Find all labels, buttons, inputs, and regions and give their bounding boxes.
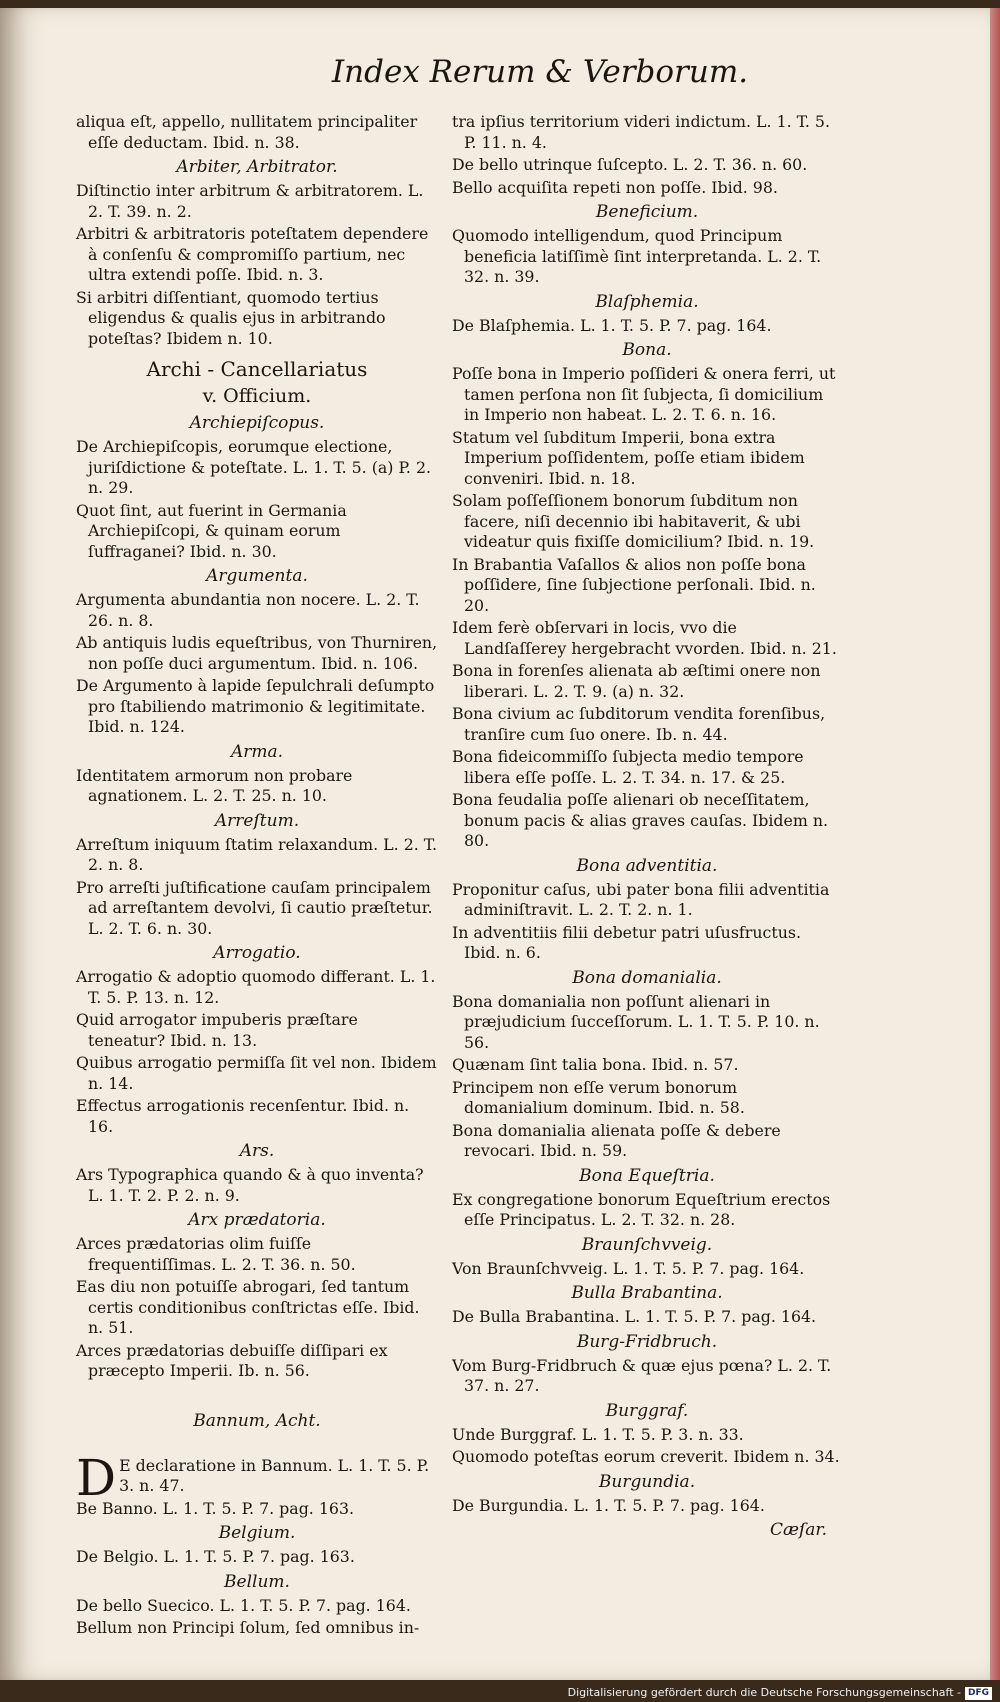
index-entry: Eas diu non potuiſſe abrogari, ſed tantum certis conditionibus conſtrictas eſſe. Ibid. n. 51. xyxy=(76,1277,420,1337)
index-entry: Ex congregatione bonorum Equeſtrium erectos eſſe Principatus. L. 2. T. 32. n. 28. xyxy=(452,1189,831,1229)
page-title: Index Rerum & Verborum. xyxy=(331,54,749,90)
index-heading: Blaſphemia. xyxy=(595,291,699,312)
index-entry: Arbitri & arbitratoris poteſtatem dependere à conſenſu & compromiſſo partium, nec ultra extendi poſſe. Ibid. n. 3. xyxy=(76,224,429,284)
index-entry: Ars Typographica quando & à quo inventa? L. 1. T. 2. P. 2. n. 9. xyxy=(76,1165,424,1205)
index-heading: Burgundia. xyxy=(598,1471,696,1492)
index-entry: Bona in forenſes alienata ab æſtimi onere non liberari. L. 2. T. 9. (a) n. 32. xyxy=(452,661,821,701)
index-entry: Idem ferè obſervari in locis, vvo die Landſaſſerey hergebracht vvorden. Ibid. n. 21. xyxy=(452,618,837,658)
index-entry: De Bulla Brabantina. L. 1. T. 5. P. 7. pag. 164. xyxy=(452,1307,817,1326)
index-heading: Arx prædatoria. xyxy=(188,1210,326,1230)
index-entry: De Burgundia. L. 1. T. 5. P. 7. pag. 164. xyxy=(452,1495,765,1515)
index-entry: Si arbitri diſſentiant, quomodo tertius eligendus & qualis ejus in arbitrando poteſtas? Ibidem n. 10. xyxy=(76,287,386,348)
index-entry: Arrogatio & adoptio quomodo differant. L. 1. T. 5. P. 13. n. 12. xyxy=(76,967,436,1007)
index-entry: Quomodo intelligendum, quod Principum beneficia latiſſimè ſint interpretanda. L. 2. T. 32. n. 39. xyxy=(452,226,822,286)
index-heading: Bulla Brabantina. xyxy=(571,1283,723,1303)
index-heading: Beneficium. xyxy=(595,202,699,222)
index-heading: Arrogatio. xyxy=(213,943,301,963)
index-entry: Quid arrogator impuberis præſtare teneatur? Ibid. n. 13. xyxy=(76,1010,358,1050)
index-entry: Bona civium ac ſubditorum vendita forenſibus, tranſire cum ſuo onere. Ib. n. 44. xyxy=(452,704,826,744)
index-heading: Bona. xyxy=(622,340,672,360)
index-heading: Argumenta. xyxy=(206,566,308,586)
catchword: Cæſar. xyxy=(770,1520,828,1540)
index-entry: Vom Burg-Fridbruch & quæ ejus pœna? L. 2. T. 37. n. 27. xyxy=(452,1355,832,1395)
index-entry-dropcap xyxy=(76,1448,438,1507)
index-entry: De Blaſphemia. L. 1. T. 5. P. 7. pag. 164. xyxy=(452,315,772,335)
left-column xyxy=(76,112,438,1641)
index-entry: Arces prædatorias debuiſſe diſſipari ex præcepto Imperii. Ib. n. 56. xyxy=(76,1340,388,1380)
index-entry: Bona domanialia non poſſunt alienari in præjudicium ſucceſſorum. L. 1. T. 5. P. 10. n. 56. xyxy=(452,991,820,1052)
index-entry: tra ipſius territorium videri indictum. L. 1. T. 5. P. 11. n. 4. xyxy=(452,112,830,152)
page-edge xyxy=(990,8,1000,1680)
index-heading: Braunſchvveig. xyxy=(581,1234,713,1255)
index-entry: Ab antiquis ludis equeſtribus, von Thurniren, non poſſe duci argumentum. Ibid. n. 106. xyxy=(76,633,438,673)
drop-cap-letter: D xyxy=(76,1448,117,1507)
index-entry: Argumenta abundantia non nocere. L. 2. T. 26. n. 8. xyxy=(76,590,420,630)
footer-credit: Digitalisierung gefördert durch die Deutsche Forschungsgemeinschaft - xyxy=(567,1686,961,1699)
index-entry: Bello acquiſita repeti non poſſe. Ibid. 98. xyxy=(452,177,778,197)
index-entry: aliqua eſt, appello, nullitatem principaliter eſſe deductam. Ibid. n. 38. xyxy=(76,112,418,152)
index-heading: Bellum. xyxy=(224,1571,290,1592)
index-entry: Quibus arrogatio permiſſa ſit vel non. Ibidem n. 14. xyxy=(76,1053,437,1093)
index-entry: De Belgio. L. 1. T. 5. P. 7. pag. 163. xyxy=(76,1547,355,1566)
footer-bar xyxy=(0,1684,992,1702)
index-entry: Bona feudalia poſſe alienari ob neceſſitatem, bonum pacis & alias graves cauſas. Ibidem n. 80. xyxy=(452,790,829,850)
index-entry: Solam poſſeſſionem bonorum ſubditum non facere, niſi decennio ibi habitaverit, & ubi videatur quis fixiſſe domicilium? Ibid. n. 19. xyxy=(452,491,815,551)
index-heading: Bona Equeſtria. xyxy=(579,1165,715,1186)
index-heading: Arreſtum. xyxy=(214,810,300,831)
index-entry: Arreſtum iniquum ſtatim relaxandum. L. 2. T. 2. n. 8. xyxy=(76,834,438,874)
index-entry: Quænam ſint talia bona. Ibid. n. 57. xyxy=(452,1055,739,1074)
index-entry: Pro arreſti juſtificatione cauſam principalem ad arreſtantem devolvi, ſi cautio præſtetur. L. 2. T. 6. n. 30. xyxy=(76,877,433,938)
index-heading: Arbiter, Arbitrator. xyxy=(176,157,338,177)
index-heading: Arma. xyxy=(230,741,284,762)
index-entry: De bello utrinque ſuſcepto. L. 2. T. 36. n. 60. xyxy=(452,155,808,174)
index-entry: Be Banno. L. 1. T. 5. P. 7. pag. 163. xyxy=(76,1498,355,1518)
index-entry: Effectus arrogationis recenſentur. Ibid. n. 16. xyxy=(76,1096,410,1136)
index-heading: Archiepiſcopus. xyxy=(189,413,325,433)
dfg-logo-icon: DFG xyxy=(965,1687,992,1700)
index-entry: Proponitur caſus, ubi pater bona filii adventitia adminiſtravit. L. 2. T. 2. n. 1. xyxy=(452,879,830,919)
index-entry: Bellum non Principi ſolum, ſed omnibus in- xyxy=(76,1618,420,1637)
right-column xyxy=(452,112,842,1518)
index-entry: Bona fideicommiſſo ſubjecta medio tempore libera eſſe poſſe. L. 2. T. 34. n. 17. & 25. xyxy=(452,747,804,787)
index-heading: Bona adventitia. xyxy=(576,855,718,876)
index-entry: De Archiepiſcopis, eorumque electione, juriſdictione & poteſtate. L. 1. T. 5. (a) P. 2. n. 29. xyxy=(76,437,432,497)
index-entry: Von Braunſchvveig. L. 1. T. 5. P. 7. pag. 164. xyxy=(452,1258,805,1278)
index-entry: Bona domanialia alienata poſſe & debere revocari. Ibid. n. 59. xyxy=(452,1120,781,1160)
index-heading: Burggraf. xyxy=(605,1400,689,1421)
index-entry: Quomodo poteſtas eorum creverit. Ibidem n. 34. xyxy=(452,1447,840,1466)
index-entry: De Argumento à lapide ſepulchrali deſumpto pro ſtabiliendo matrimonio & legitimitate. Ibid. n. 124. xyxy=(76,676,435,736)
index-entry: Principem non eſſe verum bonorum domanialium dominum. Ibid. n. 58. xyxy=(452,1077,745,1117)
index-entry: De bello Suecico. L. 1. T. 5. P. 7. pag. 164. xyxy=(76,1595,411,1615)
index-heading: Belgium. xyxy=(218,1523,296,1543)
index-heading: Bona domanialia. xyxy=(572,967,722,988)
index-entry: Quot ſint, aut fuerint in Germania Archiepiſcopi, & quinam eorum ſuffraganei? Ibid. n. 30. xyxy=(76,500,347,561)
index-entry: Poſſe bona in Imperio poſſideri & onera ferri, ut tamen perſona non ſit ſubjecta, ſi domicilium in Imperio non habeat. L. 2. T. 6. n. 16. xyxy=(452,364,836,424)
index-heading: Ars. xyxy=(239,1141,275,1161)
index-entry: Arces prædatorias olim fuiſſe frequentiſſimas. L. 2. T. 36. n. 50. xyxy=(76,1234,356,1274)
book-page xyxy=(0,8,1000,1680)
index-entry: In Brabantia Vaſallos & alios non poſſe bona poſſidere, ſine ſubjectione perſonali. Ibid. n. 20. xyxy=(452,554,816,615)
index-entry-text: E declaratione in Bannum. L. 1. T. 5. P. 3. n. 47. xyxy=(119,1455,430,1495)
index-heading: Burg-Fridbruch. xyxy=(576,1331,718,1352)
index-entry: In adventitiis filii debetur patri uſusfructus. Ibid. n. 6. xyxy=(452,922,801,962)
index-heading-sub: v. Officium. xyxy=(202,385,312,407)
index-heading-main: Archi - Cancellariatus xyxy=(146,357,368,381)
index-entry: Unde Burggraf. L. 1. T. 5. P. 3. n. 33. xyxy=(452,1424,744,1444)
index-heading: Bannum, Acht. xyxy=(193,1410,321,1431)
index-entry: Identitatem armorum non probare agnationem. L. 2. T. 25. n. 10. xyxy=(76,765,353,805)
index-entry: Diſtinctio inter arbitrum & arbitratorem. L. 2. T. 39. n. 2. xyxy=(76,181,424,221)
index-entry: Statum vel ſubditum Imperii, bona extra Imperium poſſidentem, poſſe etiam ibidem conveniri. Ibid. n. 18. xyxy=(452,427,805,488)
